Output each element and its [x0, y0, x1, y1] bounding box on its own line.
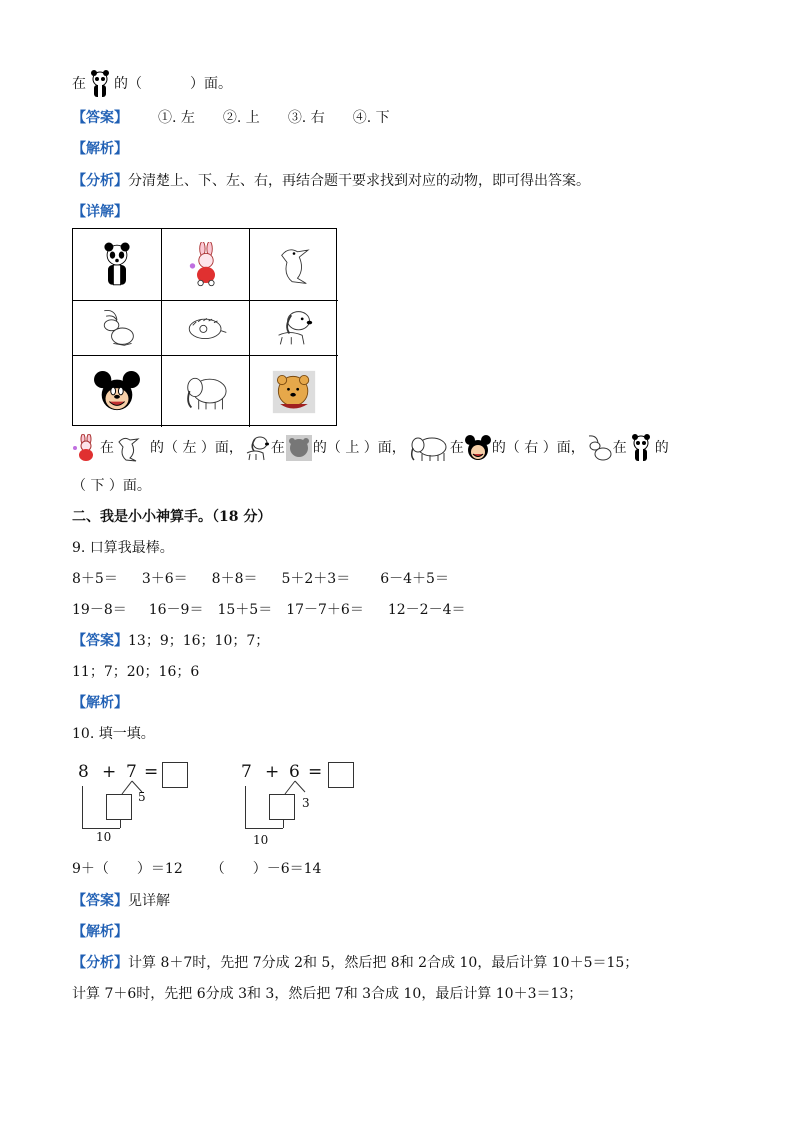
- answer-box[interactable]: [328, 762, 354, 788]
- split-box[interactable]: [269, 794, 295, 820]
- mickey-icon: [464, 434, 492, 462]
- rabbit-flower-icon: [72, 434, 100, 462]
- grid-cell: [250, 229, 338, 301]
- answer-line: 【答案】 ①. 左 ②. 上 ③. 右 ④. 下: [72, 110, 390, 126]
- answer-sentence-cont: （ 下 ）面。: [72, 478, 151, 494]
- q9-analysis-heading: 【解析】: [72, 695, 128, 711]
- q9-title: 9. 口算我最棒。: [72, 540, 174, 556]
- q10-fill-line: 9＋（ ）＝12 （ ）－6＝14: [72, 861, 322, 877]
- detail-heading: 【详解】: [72, 204, 128, 220]
- grid-cell: [250, 301, 338, 356]
- answer-sentence: 在 的（ 左 ）面， 在 的（ 上 ）面， 在 的（ 右 ）面， 在 的: [72, 434, 669, 462]
- rabbit-icon: [585, 434, 613, 462]
- q10-title: 10. 填一填。: [72, 726, 155, 742]
- bear-icon: [285, 434, 313, 462]
- grid-cell: [73, 301, 162, 356]
- grid-cell: [162, 356, 250, 427]
- rabbit-icon: [97, 307, 137, 349]
- animal-grid: [72, 228, 337, 426]
- q9-row2: 19－8＝ 16－9＝ 15＋5＝ 17－7＋6＝ 12－2－4＝: [72, 602, 466, 618]
- grid-cell: [162, 229, 250, 301]
- analysis-heading: 【解析】: [72, 141, 128, 157]
- question-line: 在 的（ ）面。: [72, 70, 232, 98]
- grid-cell: [73, 229, 162, 301]
- q10-answer: 【答案】见详解: [72, 893, 170, 909]
- q9-answer-cont: 11；7；20；16；6: [72, 664, 200, 680]
- split-box[interactable]: [106, 794, 132, 820]
- elephant-icon: [182, 371, 230, 413]
- q10-analysis-line2: 计算 7＋6时，先把 6分成 3和 3，然后把 7和 3合成 10，最后计算 10＋3＝13；: [72, 986, 583, 1002]
- panda-icon: [86, 70, 114, 98]
- bird-icon: [274, 243, 314, 287]
- q10-analysis-heading: 【解析】: [72, 924, 128, 940]
- dog-icon: [243, 434, 271, 462]
- panda-icon: [627, 434, 655, 462]
- grid-cell: [250, 356, 338, 427]
- panda-icon: [99, 242, 135, 288]
- grid-cell: [162, 301, 250, 356]
- elephant-icon: [406, 434, 450, 462]
- q9-row1: 8＋5＝ 3＋6＝ 8＋8＝ 5＋2＋3＝ 6－4＋5＝: [72, 571, 449, 587]
- q10-analysis-line1: 【分析】计算 8＋7时，先把 7分成 2和 5，然后把 8和 2合成 10，最后计算 10＋5＝15；: [72, 955, 639, 971]
- answer-box[interactable]: [162, 762, 188, 788]
- analysis-line: 【分析】分清楚上、下、左、右，再结合题干要求找到对应的动物，即可得出答案。: [72, 173, 590, 189]
- bear-icon: [271, 369, 317, 415]
- dog-icon: [271, 308, 317, 348]
- bird-icon: [114, 434, 142, 462]
- rabbit-flower-icon: [188, 242, 224, 288]
- mickey-icon: [93, 370, 141, 414]
- section-title: 二、我是小小神算手。（18 分）: [72, 509, 272, 525]
- q9-answer: 【答案】13；9；16；10；7；: [72, 633, 270, 649]
- hedgehog-icon: [183, 313, 229, 343]
- grid-cell: [73, 356, 162, 427]
